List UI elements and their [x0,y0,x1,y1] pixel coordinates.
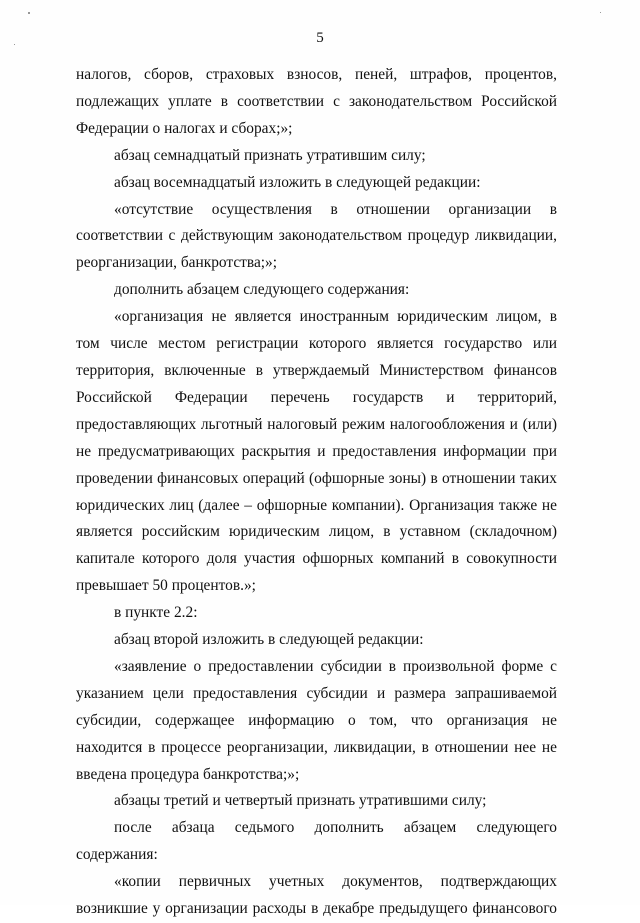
paragraph-second-intro: абзац второй изложить в следующей редакции: [114,631,424,649]
paragraph-after-seventh-intro: после абзаца седьмого дополнить абзацем следующего содержания: [76,819,557,864]
scan-speck [28,12,30,14]
scan-speck [600,12,601,13]
document-body [76,62,557,923]
paragraph-third-fourth-void: абзацы третий и четвертый признать утратившими силу; [114,792,487,810]
paragraph-eighteenth-intro: абзац восемнадцатый изложить в следующей редакции: [114,173,481,191]
paragraph-seventeenth-void: абзац семнадцатый признать утратившим силу; [114,146,426,164]
paragraph-no-liquidation: «отсутствие осуществления в отношении организации в соответствии с действующим законодательством процедур ликвидации, реорганизации, банкротства;»; [76,200,557,272]
paragraph-primary-documents: «копии первичных учетных документов, подтверждающих возникшие у организации расходы в декабре предыдущего финансового [76,873,557,918]
paragraph-clause-2-2: в пункте 2.2: [114,604,198,622]
page-number: 5 [316,30,324,46]
paragraph-supplement-intro: дополнить абзацем следующего содержания: [114,281,410,299]
paragraph-taxes-continuation: налогов, сборов, страховых взносов, пеней, штрафов, процентов, подлежащих уплате в соответствии с законодательством Российской Федерации о налогах и сборах;»; [76,66,557,137]
paragraph-offshore: «организация не является иностранным юридическим лицом, в том числе местом регистрации которого является государство или территория, включенные в утверждаемый Министерством финансов Российской Федерации перечень государств и территорий, предоставляющих льготный налоговый режим налогообложения и (или) не предусматривающих раскрытия и предоставления информации при проведении финансовых операций (офшорные зоны) в отношении таких юридических лиц (далее – офшорные компании). Организация также не является российским юридическим лицом, в уставном (складочном) капитале которого доля участия офшорных компаний в совокупности превышает 50 процентов.»; [76,308,557,595]
paragraph-application: «заявление о предоставлении субсидии в произвольной форме с указанием цели предоставления субсидии и размера запрашиваемой субсидии, содержащее информацию о том, что организация не находится в процессе реорганизации, ликвидации, в отношении нее не введена процедура банкротства;»; [76,657,557,783]
